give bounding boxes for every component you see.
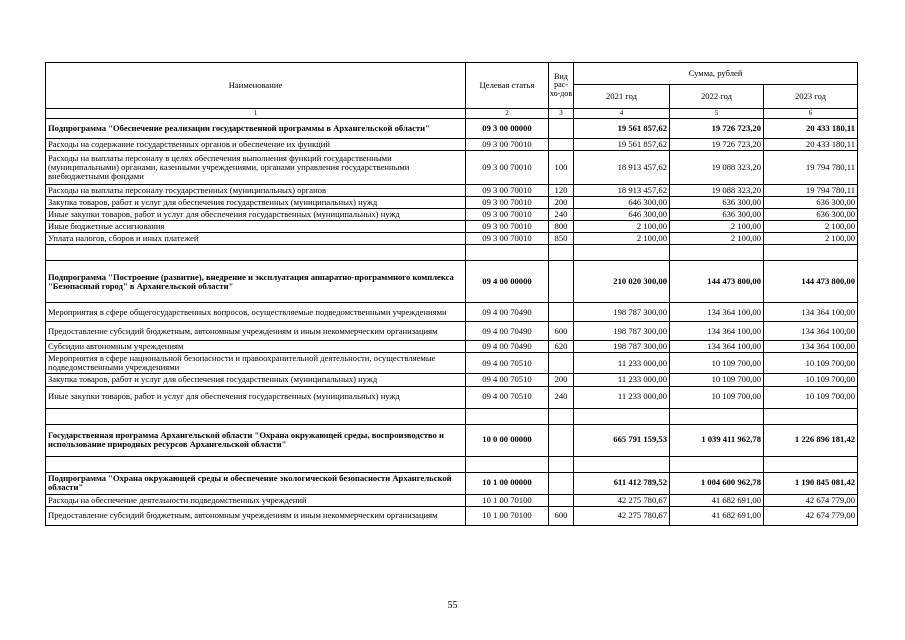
row-code-cell: 09 3 00 00000: [466, 119, 549, 139]
row-vid-cell: 200: [549, 197, 574, 209]
table-row: [46, 303, 858, 322]
row-sum-2021-cell: 42 275 780,67: [574, 506, 670, 525]
row-code-cell: 09 4 00 00000: [466, 261, 549, 303]
row-name-cell: Подпрограмма "Обеспечение реализации государственной программы в Архангельской области": [46, 119, 466, 139]
empty-cell: [670, 245, 764, 261]
row-sum-2023-cell: 144 473 800,00: [764, 261, 858, 303]
table-row: [46, 424, 858, 456]
table-row: [46, 151, 858, 185]
table-row: [46, 386, 858, 408]
page-number: 55: [447, 600, 458, 611]
row-sum-2023-cell: 20 433 180,11: [764, 139, 858, 151]
row-name-cell: Уплата налогов, сборов и иных платежей: [46, 233, 466, 245]
table-body: [46, 119, 858, 525]
row-code-cell: 10 1 00 00000: [466, 472, 549, 494]
row-sum-2021-cell: 2 100,00: [574, 221, 670, 233]
row-sum-2023-cell: 42 674 779,00: [764, 494, 858, 506]
empty-cell: [670, 456, 764, 472]
empty-cell: [764, 245, 858, 261]
row-name-cell: Мероприятия в сфере общегосударственных вопросов, осуществляемые подведомственными учреждениями: [46, 303, 466, 322]
row-name-cell: Закупка товаров, работ и услуг для обеспечения государственных (муниципальных) нужд: [46, 197, 466, 209]
header-sum: Сумма, рублей: [574, 63, 858, 85]
table-row: [46, 341, 858, 353]
table-row: [46, 261, 858, 303]
row-name-cell: Расходы на выплаты персоналу в целях обеспечения выполнения функций государственными (муниципальными) органами, казенными учреждениями, органами управления государственными внебюджетными фондами: [46, 151, 466, 185]
row-sum-2021-cell: 198 787 300,00: [574, 322, 670, 341]
row-vid-cell: [549, 494, 574, 506]
row-sum-2022-cell: 41 682 691,00: [670, 506, 764, 525]
row-code-cell: 10 1 00 70100: [466, 494, 549, 506]
row-name-cell: Предоставление субсидий бюджетным, автономным учреждениям и иным некоммерческим организациям: [46, 506, 466, 525]
empty-cell: [46, 245, 466, 261]
spacer-row: [46, 456, 858, 472]
row-sum-2022-cell: 41 682 691,00: [670, 494, 764, 506]
row-sum-2022-cell: 19 088 323,20: [670, 151, 764, 185]
row-sum-2021-cell: 646 300,00: [574, 209, 670, 221]
row-name-cell: Иные закупки товаров, работ и услуг для обеспечения государственных (муниципальных) нужд: [46, 386, 466, 408]
row-sum-2023-cell: 134 364 100,00: [764, 322, 858, 341]
row-vid-cell: [549, 303, 574, 322]
row-code-cell: 10 1 00 70100: [466, 506, 549, 525]
row-sum-2021-cell: 11 233 000,00: [574, 386, 670, 408]
empty-cell: [764, 456, 858, 472]
row-code-cell: 09 3 00 70010: [466, 233, 549, 245]
column-index: 3: [549, 109, 574, 119]
row-sum-2022-cell: 19 726 723,20: [670, 139, 764, 151]
header-year-2023: 2023 год: [764, 85, 858, 109]
row-sum-2021-cell: 665 791 159,53: [574, 424, 670, 456]
row-code-cell: 09 4 00 70510: [466, 353, 549, 374]
budget-table: [45, 62, 858, 526]
row-vid-cell: 600: [549, 322, 574, 341]
row-sum-2023-cell: 20 433 180,11: [764, 119, 858, 139]
row-sum-2021-cell: 11 233 000,00: [574, 374, 670, 386]
table-row: [46, 494, 858, 506]
row-sum-2023-cell: 10 109 700,00: [764, 386, 858, 408]
row-sum-2023-cell: 636 300,00: [764, 197, 858, 209]
row-name-cell: Подпрограмма "Построение (развитие), внедрение и эксплуатация аппаратно-программного комплекса "Безопасный город" в Архангельской области": [46, 261, 466, 303]
table-row: [46, 209, 858, 221]
row-code-cell: 09 3 00 70010: [466, 209, 549, 221]
row-sum-2023-cell: 1 226 896 181,42: [764, 424, 858, 456]
row-vid-cell: [549, 472, 574, 494]
row-vid-cell: 620: [549, 341, 574, 353]
row-sum-2022-cell: 2 100,00: [670, 233, 764, 245]
header-year-2022: 2022 год: [670, 85, 764, 109]
row-name-cell: Предоставление субсидий бюджетным, автономным учреждениям и иным некоммерческим организациям: [46, 322, 466, 341]
table-row: [46, 322, 858, 341]
row-sum-2021-cell: 18 913 457,62: [574, 185, 670, 197]
row-code-cell: 10 0 00 00000: [466, 424, 549, 456]
row-name-cell: Мероприятия в сфере национальной безопасности и правоохранительной деятельности, осуществляемые подведомственными учреждениями: [46, 353, 466, 374]
row-sum-2021-cell: 11 233 000,00: [574, 353, 670, 374]
table-row: [46, 353, 858, 374]
row-code-cell: 09 3 00 70010: [466, 139, 549, 151]
empty-cell: [46, 408, 466, 424]
row-name-cell: Закупка товаров, работ и услуг для обеспечения государственных (муниципальных) нужд: [46, 374, 466, 386]
row-vid-cell: 200: [549, 374, 574, 386]
empty-cell: [549, 408, 574, 424]
spacer-row: [46, 245, 858, 261]
column-index: 5: [670, 109, 764, 119]
row-vid-cell: [549, 353, 574, 374]
row-vid-cell: [549, 424, 574, 456]
row-sum-2023-cell: 2 100,00: [764, 221, 858, 233]
row-sum-2023-cell: 10 109 700,00: [764, 374, 858, 386]
table-row: [46, 472, 858, 494]
row-sum-2021-cell: 198 787 300,00: [574, 303, 670, 322]
row-sum-2023-cell: 636 300,00: [764, 209, 858, 221]
row-name-cell: Субсидии автономным учреждениям: [46, 341, 466, 353]
table-row: [46, 119, 858, 139]
row-sum-2023-cell: 134 364 100,00: [764, 341, 858, 353]
empty-cell: [466, 408, 549, 424]
row-sum-2022-cell: 2 100,00: [670, 221, 764, 233]
row-sum-2023-cell: 2 100,00: [764, 233, 858, 245]
row-sum-2021-cell: 18 913 457,62: [574, 151, 670, 185]
row-vid-cell: [549, 139, 574, 151]
empty-cell: [466, 456, 549, 472]
column-index: 2: [466, 109, 549, 119]
column-index-row: [46, 109, 858, 119]
column-index: 4: [574, 109, 670, 119]
row-sum-2022-cell: 19 726 723,20: [670, 119, 764, 139]
row-name-cell: Иные закупки товаров, работ и услуг для обеспечения государственных (муниципальных) нужд: [46, 209, 466, 221]
row-sum-2021-cell: 646 300,00: [574, 197, 670, 209]
row-code-cell: 09 4 00 70510: [466, 386, 549, 408]
row-sum-2023-cell: 42 674 779,00: [764, 506, 858, 525]
row-vid-cell: [549, 119, 574, 139]
row-sum-2022-cell: 10 109 700,00: [670, 374, 764, 386]
row-vid-cell: 240: [549, 386, 574, 408]
row-vid-cell: 850: [549, 233, 574, 245]
row-sum-2023-cell: 134 364 100,00: [764, 303, 858, 322]
row-name-cell: Расходы на содержание государственных органов и обеспечение их функций: [46, 139, 466, 151]
row-code-cell: 09 4 00 70490: [466, 341, 549, 353]
header-name: Наименование: [46, 63, 466, 109]
row-sum-2023-cell: 19 794 780,11: [764, 151, 858, 185]
row-sum-2022-cell: 144 473 800,00: [670, 261, 764, 303]
row-sum-2021-cell: 19 561 857,62: [574, 139, 670, 151]
row-sum-2023-cell: 10 109 700,00: [764, 353, 858, 374]
row-sum-2021-cell: 42 275 780,67: [574, 494, 670, 506]
row-name-cell: Государственная программа Архангельской области "Охрана окружающей среды, воспроизводство и использование природных ресурсов Архангельской области": [46, 424, 466, 456]
row-sum-2021-cell: 210 020 300,00: [574, 261, 670, 303]
header-row-1: [46, 63, 858, 85]
row-sum-2022-cell: 10 109 700,00: [670, 353, 764, 374]
row-sum-2022-cell: 1 039 411 962,78: [670, 424, 764, 456]
row-code-cell: 09 4 00 70510: [466, 374, 549, 386]
row-sum-2021-cell: 198 787 300,00: [574, 341, 670, 353]
empty-cell: [670, 408, 764, 424]
row-sum-2022-cell: 134 364 100,00: [670, 341, 764, 353]
row-sum-2021-cell: 19 561 857,62: [574, 119, 670, 139]
row-sum-2022-cell: 10 109 700,00: [670, 386, 764, 408]
row-sum-2023-cell: 1 190 845 081,42: [764, 472, 858, 494]
row-sum-2022-cell: 134 364 100,00: [670, 303, 764, 322]
empty-cell: [549, 245, 574, 261]
row-vid-cell: 240: [549, 209, 574, 221]
row-code-cell: 09 3 00 70010: [466, 151, 549, 185]
table-row: [46, 506, 858, 525]
table-row: [46, 139, 858, 151]
row-name-cell: Подпрограмма "Охрана окружающей среды и обеспечение экологической безопасности Архангельской области": [46, 472, 466, 494]
row-sum-2021-cell: 2 100,00: [574, 233, 670, 245]
table-row: [46, 221, 858, 233]
empty-cell: [764, 408, 858, 424]
row-sum-2022-cell: 19 088 323,20: [670, 185, 764, 197]
row-name-cell: Расходы на выплаты персоналу государственных (муниципальных) органов: [46, 185, 466, 197]
empty-cell: [574, 245, 670, 261]
row-vid-cell: 600: [549, 506, 574, 525]
row-sum-2021-cell: 611 412 789,52: [574, 472, 670, 494]
row-vid-cell: 100: [549, 151, 574, 185]
empty-cell: [574, 408, 670, 424]
row-vid-cell: 120: [549, 185, 574, 197]
table-row: [46, 374, 858, 386]
row-vid-cell: [549, 261, 574, 303]
empty-cell: [46, 456, 466, 472]
row-name-cell: Иные бюджетные ассигнования: [46, 221, 466, 233]
row-code-cell: 09 3 00 70010: [466, 185, 549, 197]
empty-cell: [549, 456, 574, 472]
row-vid-cell: 800: [549, 221, 574, 233]
row-name-cell: Расходы на обеспечение деятельности подведомственных учреждений: [46, 494, 466, 506]
row-code-cell: 09 4 00 70490: [466, 322, 549, 341]
row-code-cell: 09 3 00 70010: [466, 221, 549, 233]
table-row: [46, 233, 858, 245]
row-sum-2022-cell: 134 364 100,00: [670, 322, 764, 341]
table-row: [46, 197, 858, 209]
spacer-row: [46, 408, 858, 424]
header-code: Целевая статья: [466, 63, 549, 109]
header-year-2021: 2021 год: [574, 85, 670, 109]
row-sum-2023-cell: 19 794 780,11: [764, 185, 858, 197]
row-sum-2022-cell: 636 300,00: [670, 209, 764, 221]
header-vid: Вид рас-хо-дов: [549, 63, 574, 109]
row-code-cell: 09 3 00 70010: [466, 197, 549, 209]
empty-cell: [466, 245, 549, 261]
row-code-cell: 09 4 00 70490: [466, 303, 549, 322]
row-sum-2022-cell: 1 004 600 962,78: [670, 472, 764, 494]
column-index: 6: [764, 109, 858, 119]
row-sum-2022-cell: 636 300,00: [670, 197, 764, 209]
column-index: 1: [46, 109, 466, 119]
empty-cell: [574, 456, 670, 472]
table-row: [46, 185, 858, 197]
